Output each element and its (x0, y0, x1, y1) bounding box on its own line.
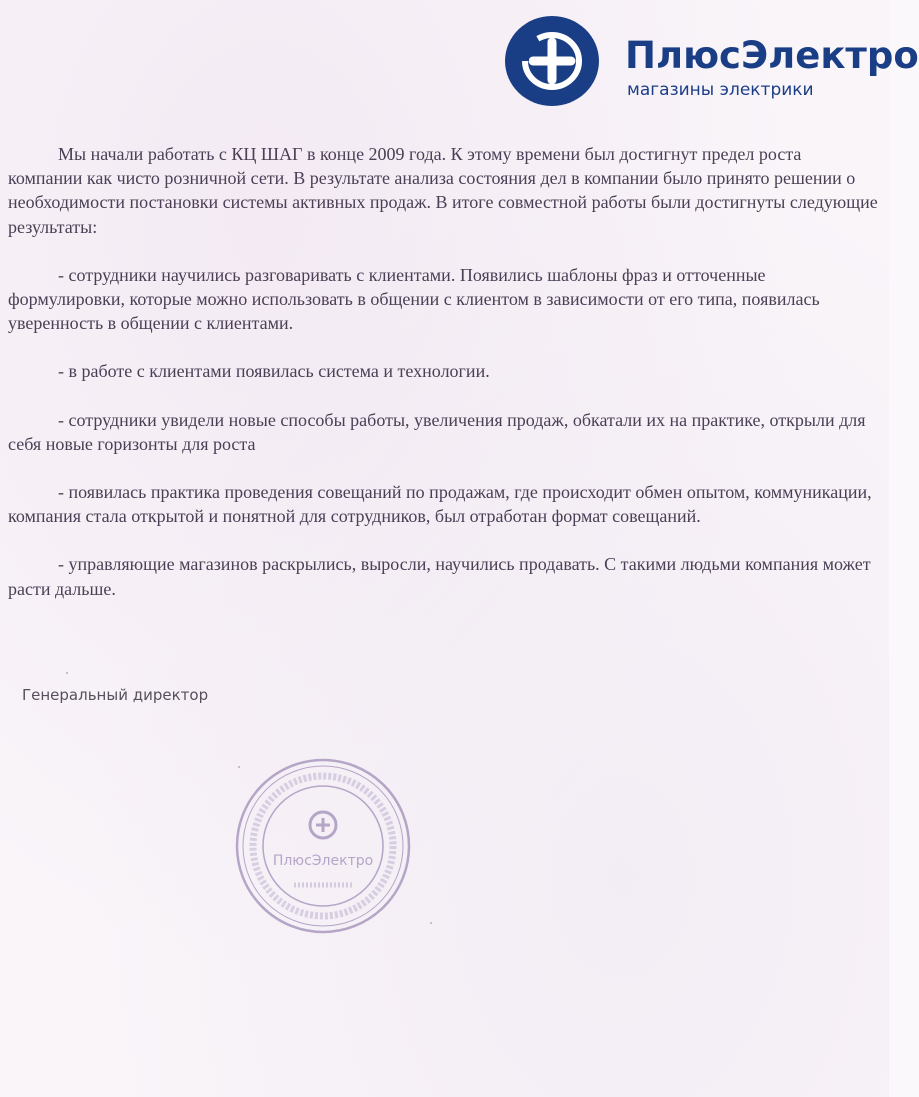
brand-name: ПлюсЭлектро (625, 34, 919, 77)
paragraph-result-5: - управляющие магазинов раскрылись, выросли, научились продавать. С такими людьми компания может расти дальше. (8, 554, 871, 599)
speck (430, 922, 432, 924)
paragraph-result-2: - в работе с клиентами появилась система и технологии. (58, 361, 490, 382)
stamp-center-text: ПлюсЭлектро (272, 853, 374, 869)
company-logo (503, 14, 919, 110)
paragraph-result-4: - появилась практика проведения совещаний по продажам, где происходит обмен опытом, коммуникации, компания стала открытой и понятной для сотрудников, был отработан формат совещаний. (8, 482, 872, 527)
paragraph-intro: Мы начали работать с КЦ ШАГ в конце 2009 года. К этому времени был достигнут предел роста компании как чисто розничной сети. В результате анализа состояния дел в компании было принято решении о необходимости постановки системы активных продаж. В итоге совместной работы были достигнуты следующие результаты: (8, 144, 878, 237)
letter-body (8, 142, 878, 625)
paragraph-result-1: - сотрудники научились разговаривать с клиентами. Появились шаблоны фраз и отточенные формулировки, которые можно использовать в общении с клиентом в зависимости от его типа, появилась уверенность в общении с клиентами. (8, 264, 820, 334)
signature-title: Генеральный директор (22, 686, 209, 704)
stamp-seal-icon (234, 757, 412, 935)
plus-circle-logo-icon (503, 14, 601, 108)
speck (238, 766, 240, 768)
brand-tagline: магазины электрики (627, 80, 814, 100)
speck (66, 672, 68, 674)
paragraph-result-3: - сотрудники увидели новые способы работы, увеличения продаж, обкатали их на практике, открыли для себя новые горизонты для роста (8, 409, 866, 454)
